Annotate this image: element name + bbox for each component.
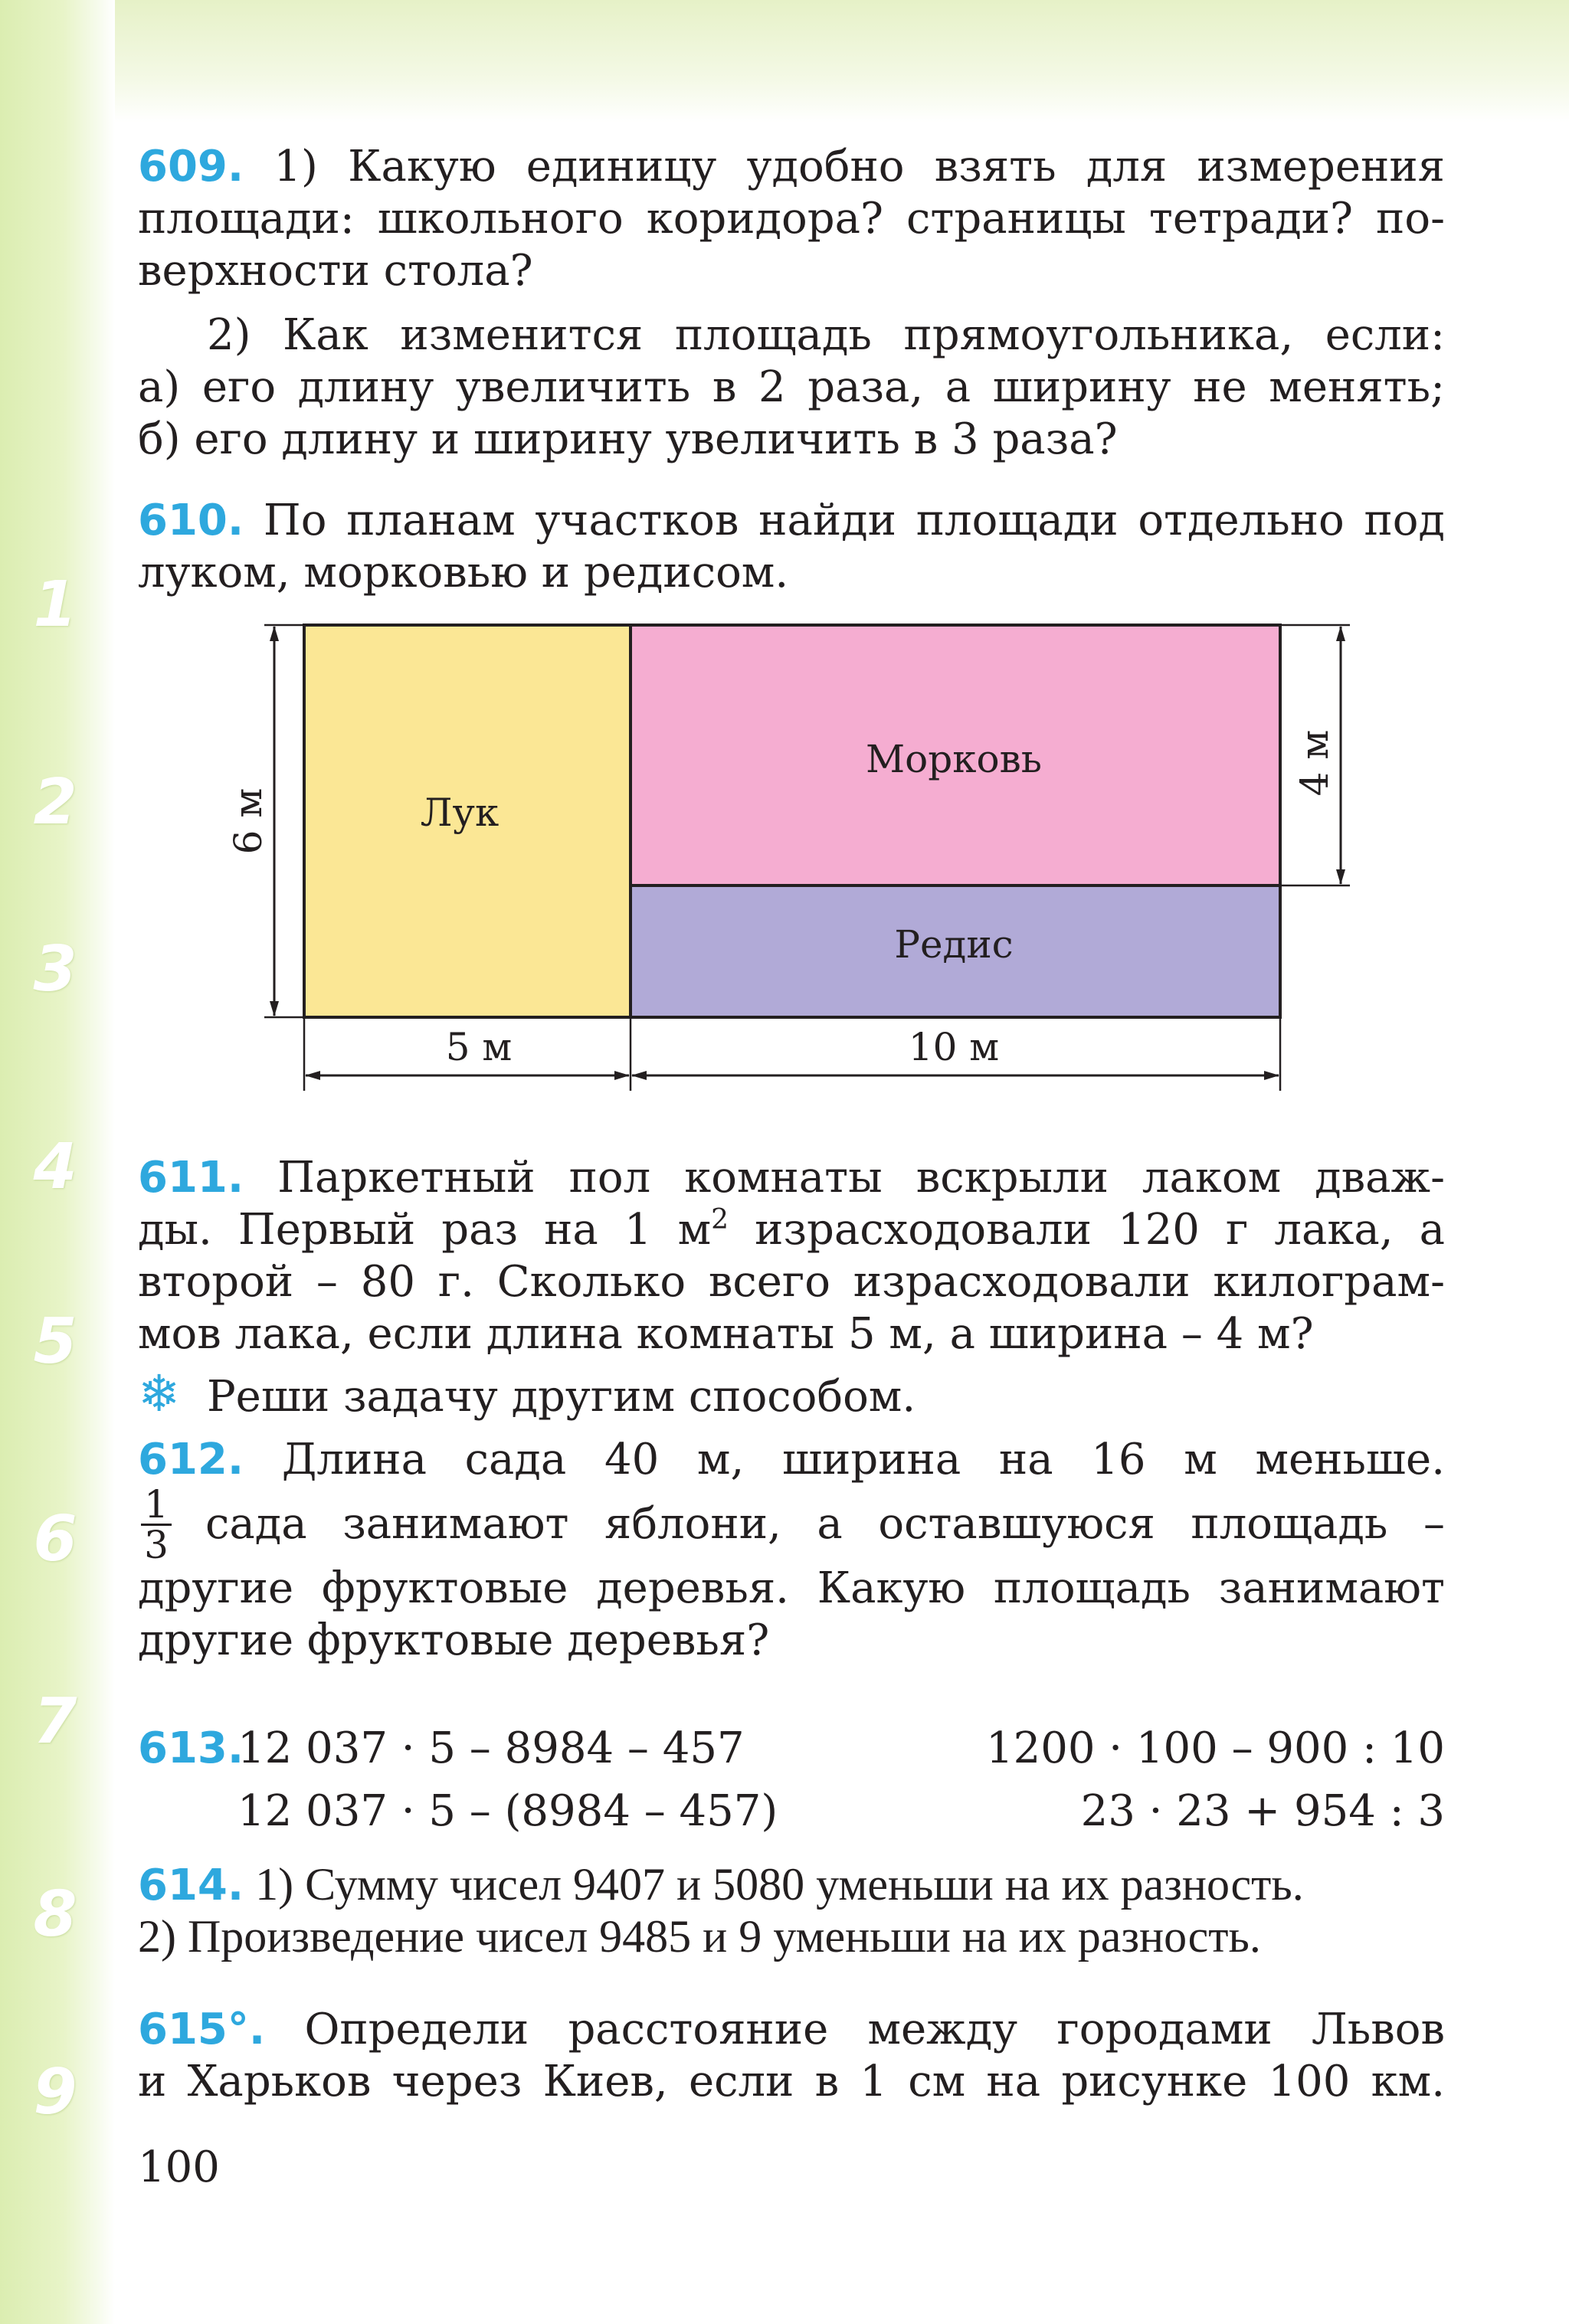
exercise-613 (138, 1717, 1445, 1843)
exercise-613-row-2 (138, 1780, 1445, 1843)
exercise-609-line-5: а) его длину увеличить в 2 раза, а ширину не менять; (138, 362, 1445, 412)
chapter-tab-9: 9 (33, 2056, 77, 2129)
page-number: 100 (138, 2142, 220, 2192)
expression-3: 12 037 · 5 – (8984 – 457) (237, 1786, 778, 1836)
exercise-611-line-2: ды. Первый раз на 1 $м^2$ израсходовали 120 г лака, а (138, 1204, 1445, 1255)
exercise-612-line-1: 612. Длина сада 40 м, ширина на 16 м меньше. (138, 1435, 1445, 1484)
expression-4: 23 · 23 + 954 : 3 (1080, 1786, 1445, 1836)
fraction-one-third: $\frac{1}{3}$ (138, 1485, 175, 1564)
exercise-609-line-1: 609. 1) Какую единицу удобно взять для измерения (138, 142, 1445, 191)
chapter-tab-2: 2 (33, 766, 77, 839)
exercise-612-line-2: $\frac{1}{3}$ сада занимают яблони, а оставшуюся площадь – (138, 1486, 1445, 1563)
exercise-609-line-3: верхности стола? (138, 246, 533, 296)
exercise-number: 613. (138, 1723, 244, 1773)
onion-label: Лук (420, 790, 500, 835)
exercise-610-line-2: луком, морковью и редисом. (138, 548, 789, 597)
exercise-611-extra-task: ❄ Реши задачу другим способом. (138, 1364, 916, 1423)
exercise-614-line-1: 614. 1) Сумму чисел 9407 и 5080 уменьши на их разность. (138, 1859, 1304, 1910)
exercise-number: 615°. (138, 2005, 266, 2054)
chapter-tab-4: 4 (33, 1131, 77, 1203)
carrot-height-label: 4 м (1292, 729, 1337, 797)
exercise-614 (138, 1858, 1445, 1962)
expression-1: 12 037 · 5 – 8984 – 457 (237, 1723, 745, 1773)
chapter-tab-1: 1 (33, 568, 77, 641)
expression-2: 1200 · 100 – 900 : 10 (985, 1723, 1445, 1773)
exercise-615-line-2: и Харьков через Киев, если в 1 см на рисунке 100 км. (138, 2057, 1445, 2106)
height-label: 6 м (226, 787, 270, 855)
exercise-number: 614. (138, 1861, 244, 1910)
exercise-611-line-4: мов лака, если длина комнаты 5 м, а ширина – 4 м? (138, 1309, 1314, 1359)
exercise-614-line-2: 2) Произведение чисел 9485 и 9 уменьши на их разность. (138, 1911, 1261, 1962)
exercise-number: 610. (138, 496, 244, 545)
snowflake-icon: ❄ (138, 1364, 181, 1423)
exercise-609-line-4: 2) Как изменится площадь прямоугольника, если: (207, 310, 1445, 360)
exercise-612 (138, 1434, 1445, 1667)
exercise-number: 611. (138, 1153, 244, 1203)
chapter-tab-6: 6 (33, 1503, 77, 1576)
exercise-612-line-4: другие фруктовые деревья? (138, 1615, 770, 1665)
exercise-612-line-3: другие фруктовые деревья. Какую площадь занимают (138, 1563, 1445, 1613)
exercise-610-line-1: 610. По планам участков найди площади отдельно под (138, 496, 1445, 545)
carrot-label: Морковь (865, 737, 1043, 781)
superscript: 2 (711, 1204, 729, 1236)
chapter-tab-3: 3 (33, 933, 77, 1006)
exercise-number: 609. (138, 142, 244, 191)
exercise-611 (138, 1152, 1445, 1423)
radish-label: Редис (894, 922, 1014, 967)
exercise-615 (138, 2004, 1445, 2108)
exercise-609-line-6: б) его длину и ширину увеличить в 3 раза? (138, 414, 1118, 464)
exercise-613-row-1 (138, 1717, 1445, 1780)
exercise-611-line-3: второй – 80 г. Сколько всего израсходовали килограм- (138, 1257, 1445, 1307)
chapter-tab-5: 5 (33, 1305, 77, 1378)
carrot-width-label: 10 м (908, 1025, 1000, 1069)
chapter-tab-7: 7 (33, 1685, 77, 1758)
exercise-615-line-1: 615°. Определи расстояние между городами Львов (138, 2005, 1445, 2054)
exercise-609-line-2: площади: школьного коридора? страницы тетради? по- (138, 194, 1445, 244)
exercise-611-line-1: 611. Паркетный пол комнаты вскрыли лаком дваж- (138, 1153, 1445, 1203)
onion-width-label: 5 м (445, 1025, 513, 1069)
exercise-number: 612. (138, 1435, 244, 1484)
chapter-tab-8: 8 (33, 1878, 77, 1951)
